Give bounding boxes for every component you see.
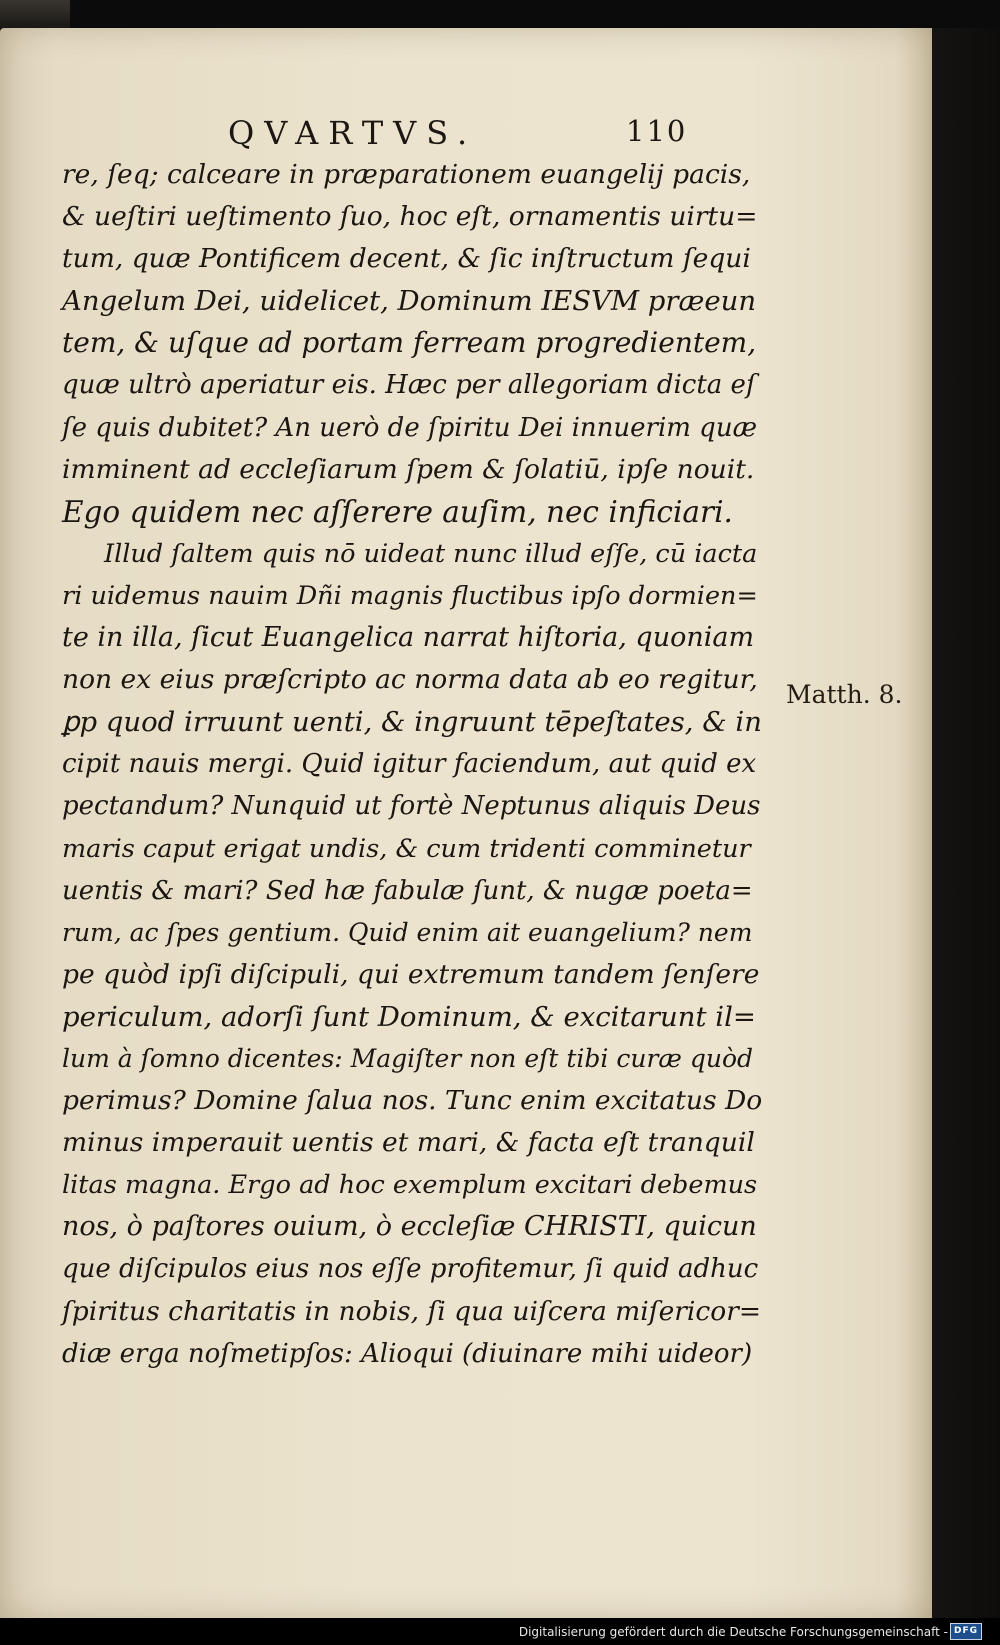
text-line: rum, ac ſpes gentium. Quid enim ait euangelium? nem [62,917,753,947]
running-head-title: QVARTVS. [228,114,478,152]
footer-bar [0,1618,1000,1645]
running-head [0,100,932,152]
text-line: minus imperauit uentis et mari, & facta eſt tranquil [62,1127,755,1159]
text-line: tum, quæ Pontificem decent, & ſic inſtructum ſequi [62,243,751,275]
text-line: pe quòd ipſi diſcipuli, qui extremum tandem ſenſere [62,958,760,990]
text-line: ſpiritus charitatis in nobis, ſi qua uiſcera miſericor= [62,1295,762,1327]
dfg-logo-icon: DFG [950,1623,982,1640]
text-line: tem, & uſque ad portam ferream progredientem, [62,326,757,360]
text-line: & ueſtiri ueſtimento ſuo, hoc eſt, ornamentis uirtu= [62,201,758,233]
page-edge-shadow [932,28,1000,1618]
text-line: te in illa, ſicut Euangelica narrat hiſtoria, quoniam [62,622,755,654]
folio-number: 110 [626,114,688,148]
text-line: nos, ò paſtores ouium, ò eccleſiæ CHRISTI, quicun [62,1211,757,1243]
paragraph-start-line: Illud ſaltem quis nō uideat nunc illud eſſe, cū iacta [104,538,758,569]
text-line: re, ſeq; calceare in præparationem euangelij pacis, [62,159,751,190]
text-line: uentis & mari? Sed hæ fabulæ ſunt, & nugæ poeta= [62,875,753,906]
book-page [0,28,932,1618]
text-line: pectandum? Nunquid ut fortè Neptunus aliquis Deus [62,791,761,822]
text-line: non ex eius præſcripto ac norma data ab eo regitur, [62,664,758,696]
text-line: Angelum Dei, uidelicet, Dominum IESVM præeun [62,285,757,318]
text-line: periculum, adorſi ſunt Dominum, & excitarunt il= [62,1000,756,1033]
marginal-citation: Matth. 8. [786,680,903,709]
text-line: imminent ad eccleſiarum ſpem & ſolatiū, ipſe nouit. [62,453,755,485]
text-line: perimus? Domine ſalua nos. Tunc enim excitatus Do [62,1085,763,1117]
text-line: quæ ultrò aperiatur eis. Hæc per allegoriam dicta eſ [62,370,756,401]
text-line: ꝑp quod irruunt uenti, & ingruunt tēpeſtates, & in [62,706,762,739]
text-line: cipit nauis mergi. Quid igitur faciendum, aut quid ex [62,749,757,780]
text-line: Ego quidem nec aſſerere auſim, nec inficiari. [62,494,733,529]
binding-edge [0,0,70,28]
text-line: maris caput erigat undis, & cum tridenti comminetur [62,833,751,864]
text-line: ri uidemus nauim Dñi magnis fluctibus ipſo dormien= [62,580,758,611]
body-text [62,154,762,1375]
funding-credit: Digitalisierung gefördert durch die Deutsche Forschungsgemeinschaft - [518,1625,948,1639]
text-line: que diſcipulos eius nos eſſe profitemur, ſi quid adhuc [62,1254,759,1285]
text-line: litas magna. Ergo ad hoc exemplum excitari debemus [62,1170,758,1201]
text-line: ſe quis dubitet? An uerò de ſpiritu Dei innuerim quæ [62,412,758,443]
text-line: diæ erga noſmetipſos: Alioqui (diuinare mihi uideor) [62,1338,753,1369]
text-line: lum à ſomno dicentes: Magiſter non eſt tibi curæ quòd [62,1043,754,1073]
